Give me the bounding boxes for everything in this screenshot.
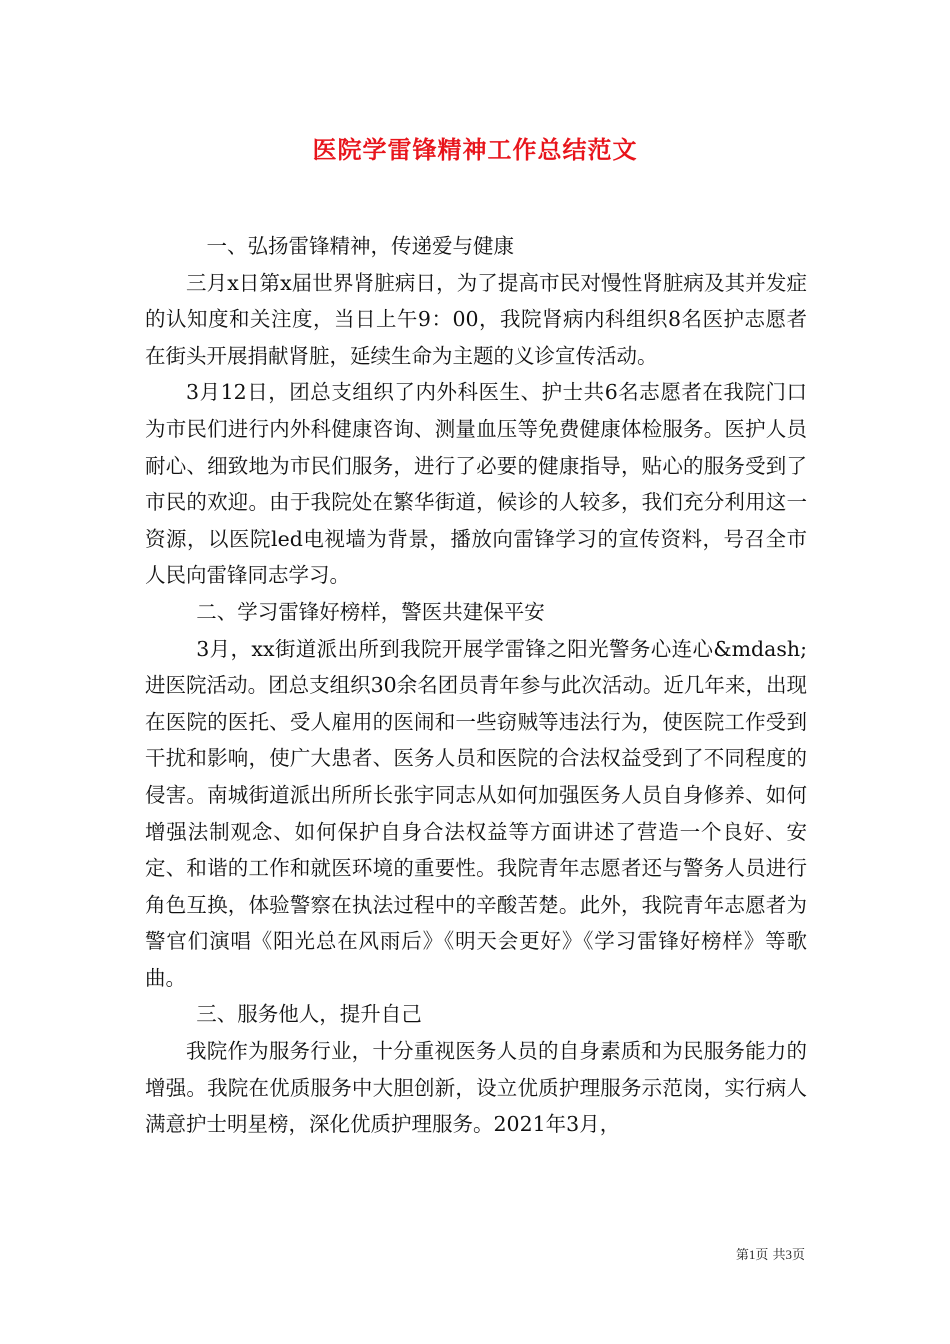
body-paragraph-3: 3月，xx街道派出所到我院开展学雷锋之阳光警务心连心&mdash;进医院活动。团总支组织30余名团员青年参与此次活动。近几年来，出现在医院的医托、受人雇用的医闹和一些窃贼等违法行为，使医院工作受到干扰和影响，使广大患者、医务人员和医院的合法权益受到了不同程度的侵害。南城街道派出所所长张宇同志从如何加强医务人员自身修养、如何增强法制观念、如何保护自身合法权益等方面讲述了营造一个良好、安定、和谐的工作和就医环境的重要性。我院青年志愿者还与警务人员进行角色互换，体验警察在执法过程中的辛酸苦楚。此外，我院青年志愿者为警官们演唱《阳光总在风雨后》《明天会更好》《学习雷锋好榜样》等歌曲。 [145,636,807,990]
footer-suffix: 页 [791,1248,805,1263]
body-paragraph-1: 三月x日第x届世界肾脏病日，为了提高市民对慢性肾脏病及其并发症的认知度和关注度，当日上午9：00，我院肾病内科组织8名医护志愿者在街头开展捐献肾脏，延续生命为主题的义诊宣传活动。 [145,270,807,368]
section-heading-2: 二、学习雷锋好榜样，警医共建保平安 [196,599,545,624]
footer-middle: 页 共 [755,1248,786,1263]
body-paragraph-4: 我院作为服务行业，十分重视医务人员的自身素质和为民服务能力的增强。我院在优质服务中大胆创新，设立优质护理服务示范岗，实行病人满意护士明星榜，深化优质护理服务。2021年3月， [145,1039,807,1137]
page-number-footer [0,1245,805,1266]
section-heading-1: 一、弘扬雷锋精神，传递爱与健康 [206,234,514,258]
body-paragraph-2: 3月12日，团总支组织了内外科医生、护士共6名志愿者在我院门口为市民们进行内外科健康咨询、测量血压等免费健康体检服务。医护人员耐心、细致地为市民们服务，进行了必要的健康指导，贴心的服务受到了市民的欢迎。由于我院处在繁华街道，候诊的人较多，我们充分利用这一资源，以医院led电视墙为背景，播放向雷锋学习的宣传资料，号召全市人民向雷锋同志学习。 [145,380,807,588]
document-title: 医院学雷锋精神工作总结范文 [312,135,638,164]
footer-prefix: 第 [735,1248,749,1263]
document-body [145,228,807,1143]
footer-current-page: 1 [748,1247,756,1262]
section-heading-3: 三、服务他人，提升自己 [196,1002,422,1027]
footer-total-pages: 3 [785,1247,792,1262]
